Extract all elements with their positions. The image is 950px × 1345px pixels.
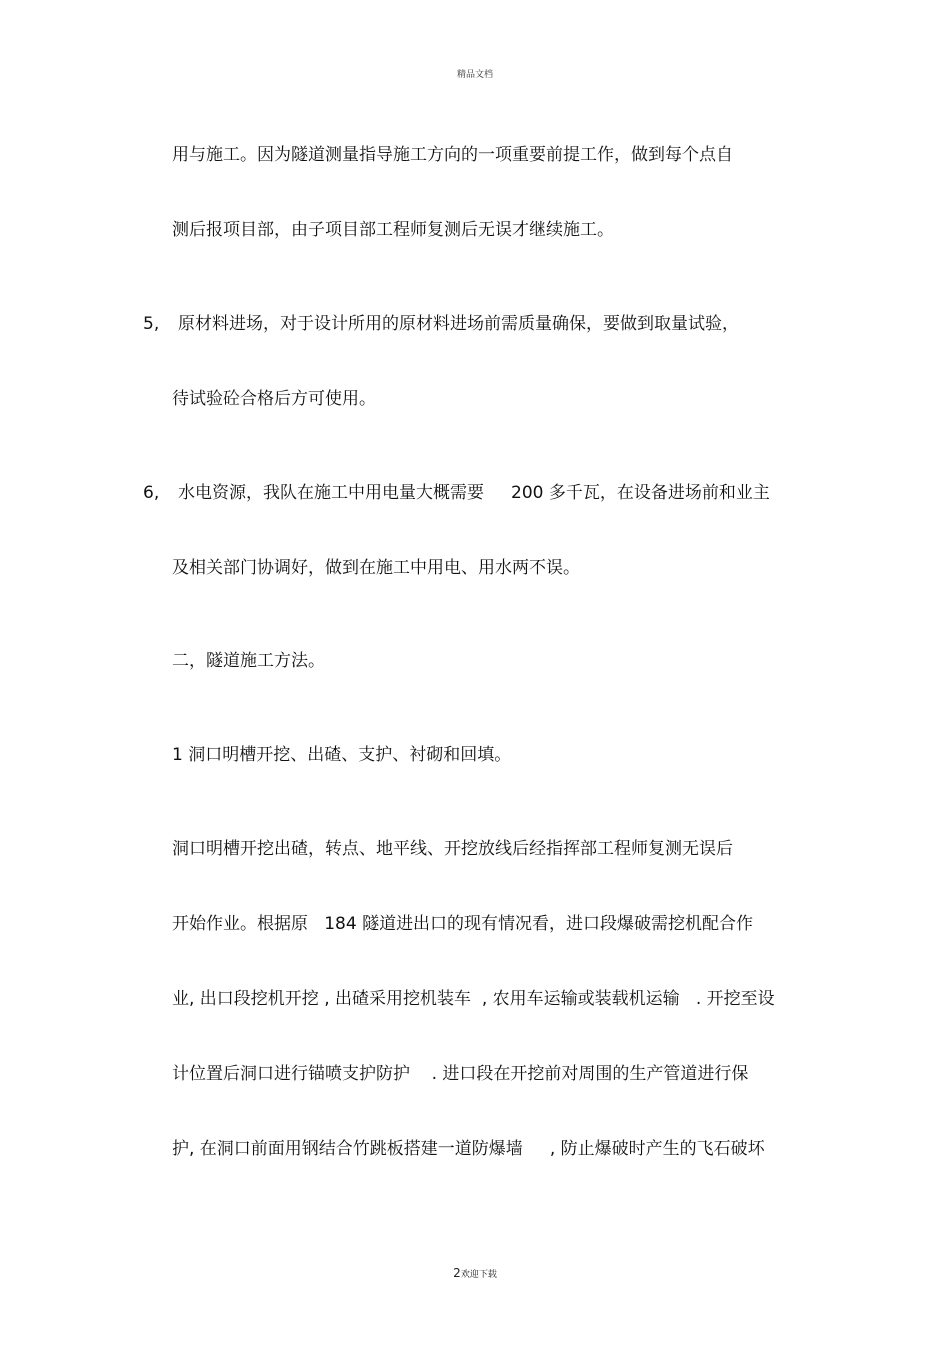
list-item-number: 6, xyxy=(143,483,160,503)
paragraph-line: 用与施工。因为隧道测量指导施工方向的一项重要前提工作，做到每个点自 xyxy=(172,145,733,165)
paragraph-line: 待试验砼合格后方可使用。 xyxy=(172,389,376,409)
footer-text: 欢迎下载 xyxy=(460,1270,497,1280)
list-item-line: 水电资源，我队在施工中用电量大概需要 200 多千瓦，在设备进场前和业主 xyxy=(178,483,770,503)
page-header: 精品文档 xyxy=(456,70,493,80)
list-item-line: 原材料进场，对于设计所用的原材料进场前需质量确保，要做到取量试验， xyxy=(178,314,739,334)
paragraph-line: 开始作业。根据原 184 隧道进出口的现有情况看，进口段爆破需挖机配合作 xyxy=(172,914,754,934)
paragraph-line: 及相关部门协调好，做到在施工中用电、用水两不误。 xyxy=(172,558,580,578)
paragraph-line: 业, 出口段挖机开挖 , 出碴采用挖机装车 , 农用车运输或装载机运输 . 开挖至设 xyxy=(172,989,775,1009)
paragraph-line: 测后报项目部，由子项目部工程师复测后无误才继续施工。 xyxy=(172,220,614,240)
section-heading: 二，隧道施工方法。 xyxy=(172,651,325,671)
paragraph-line: 护, 在洞口前面用钢结合竹跳板搭建一道防爆墙 , 防止爆破时产生的飞石破坏 xyxy=(172,1139,765,1159)
paragraph-line: 计位置后洞口进行锚喷支护防护 . 进口段在开挖前对周围的生产管道进行保 xyxy=(172,1064,749,1084)
page-number: 2 xyxy=(453,1266,461,1280)
paragraph-line: 洞口明槽开挖出碴，转点、地平线、开挖放线后经指挥部工程师复测无误后 xyxy=(172,839,733,859)
subsection-heading: 1 洞口明槽开挖、出碴、支护、衬砌和回填。 xyxy=(172,745,512,765)
list-item-number: 5, xyxy=(143,314,160,334)
page-footer xyxy=(0,1262,950,1281)
